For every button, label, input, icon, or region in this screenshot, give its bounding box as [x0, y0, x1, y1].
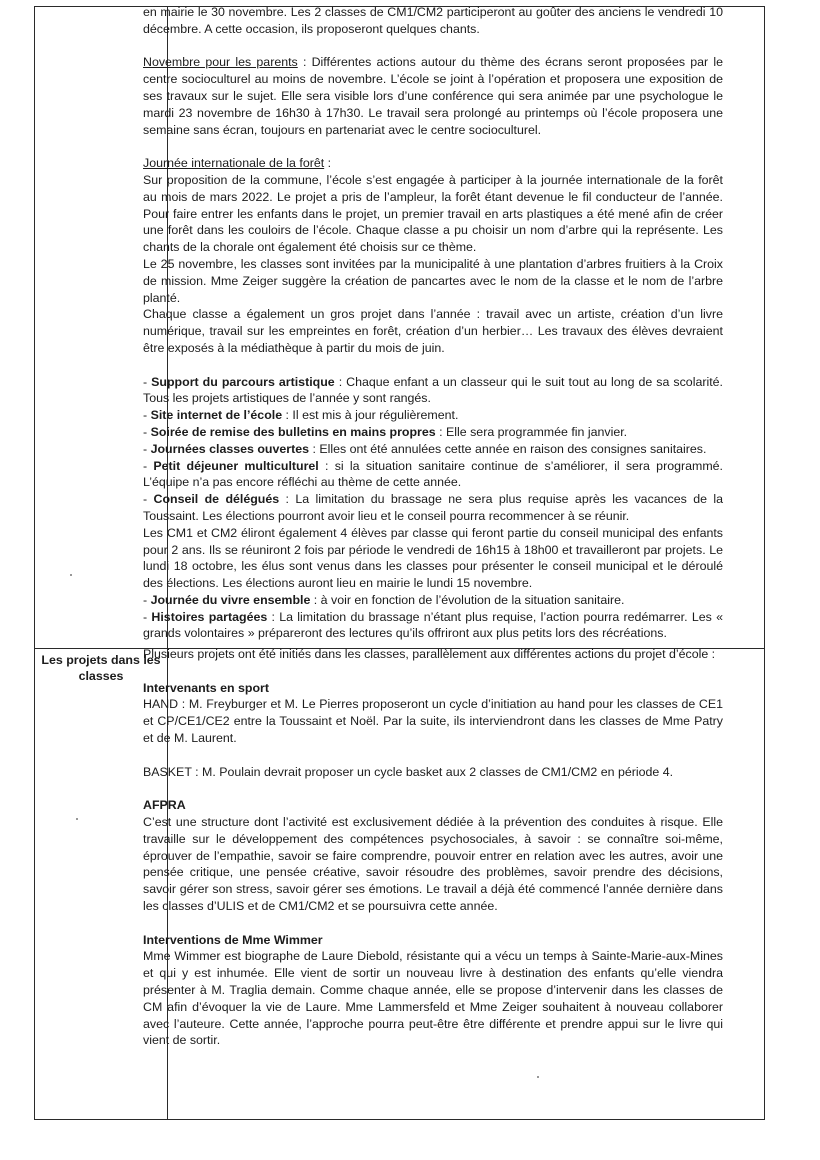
cm-paragraph: Les CM1 et CM2 éliront également 4 élèves par classe qui feront partie du conseil municipal des enfants pour 2 ans. Ils se réuniront 2 fois par période le vendredi de 16h15 à 18h00 et travailleront par projets. Le lundi 18 octobre, les élus sont venus dans les classes pour présenter le conseil municipal et le déroulé des élections. Les élections auront lieu en mairie le lundi 15 novembre. — [143, 525, 723, 591]
row-label-projets-classes: Les projets dans les classes — [41, 653, 161, 683]
projets-intro: Plusieurs projets ont été initiés dans les classes, parallèlement aux différentes actions du projet d’école : — [143, 647, 716, 661]
novembre-text: : Différentes actions autour du thème des écrans seront proposées par le centre socioculturel au moins de novembre. L’école se joint à l’opération et proposera une exposition de ses travaux sur le sujet. Elle sera visible lors d’une conférence qui sera animée par une psychologue le mardi 23 novembre de 16h30 à 17h30. Le travail sera prolongé au printemps où l’école proposera une semaine sans écran, toujours en partenariat avec le centre socioculturel. — [143, 55, 724, 137]
basket-paragraph: BASKET : M. Poulain devrait proposer un cycle basket aux 2 classes de CM1/CM2 en période 4. — [143, 764, 674, 779]
novembre-title: Novembre pour les parents — [143, 55, 298, 70]
novembre-paragraph — [143, 54, 723, 138]
item-conseil: - Conseil de délégués : La limitation du brassage ne sera plus requise après les vacances de la Toussaint. Les élections pourront avoir lieu et le conseil pourra recommencer à se réunir. — [143, 492, 723, 523]
foret-heading: Journée internationale de la forêt : — [143, 156, 332, 171]
scan-speck — [70, 574, 72, 576]
item-support: - Support du parcours artistique : Chaque enfant a un classeur qui le suit tout au long de sa scolarité. Tous les projets artistiques de l’année y sont rangés. — [143, 374, 723, 406]
scan-speck — [76, 818, 78, 820]
mairie-paragraph: en mairie le 30 novembre. Les 2 classes de CM1/CM2 participeront au goûter des anciens le vendredi 10 décembre. A cette occasion, ils proposeront quelques chants. — [143, 5, 723, 36]
projets-cell — [143, 646, 723, 1049]
item-vivre-ensemble: - Journée du vivre ensemble : à voir en fonction de l’évolution de la situation sanitaire. — [143, 592, 625, 607]
item-petit-dejeuner: - Petit déjeuner multiculturel : si la situation sanitaire continue de s’améliorer, il sera programmé. L’équipe n’a pas encore réfléchi au thème de cette année. — [143, 458, 723, 490]
actions-cell — [143, 4, 723, 642]
item-histoires: - Histoires partagées : La limitation du brassage n’étant plus requise, l’action pourra redémarrer. Les « grands volontaires » prépareront des lectures qu’ils offriront aux plus petits lors des récréations. — [143, 609, 723, 641]
item-bulletins: - Soirée de remise des bulletins en mains propres : Elle sera programmée fin janvier. — [143, 424, 628, 439]
item-site: - Site internet de l’école : Il est mis à jour régulièrement. — [143, 408, 459, 423]
wimmer-paragraph: Mme Wimmer est biographe de Laure Diebold, résistante qui a vécu un temps à Sainte-Marie-aux-Mines et qui y est inhumée. Elle vient de sortir un nouveau livre à destination des enfants qu’elle viendra présenter à M. Traglia demain. Comme chaque année, elle se propose d’intervenir dans les classes de CM afin d’évoquer la vie de Laure. Mme Lammersfeld et Mme Zeiger souhaitent à nouveau collaborer avec l’auteure. Cette année, l’approche pourra peut-être être différente et prendre appui sur le livre qui vient de sortir. — [143, 949, 723, 1048]
afpra-paragraph: C’est une structure dont l’activité est exclusivement dédiée à la prévention des conduites à risque. Elle travaille sur le développement des compétences psychosociales, à savoir : se connaître soi-même, éprouver de l’empathie, savoir se faire comprendre, pouvoir entrer en relation avec les autres, avoir une pensée critique, une pensée créative, savoir résoudre des problèmes, savoir prendre des décisions, savoir gérer son stress, savoir gérer ses émotions. Le travail a déjà été commencé l’année dernière dans les classes d’ULIS et de CM1/CM2 et se poursuivra cette année. — [143, 814, 723, 913]
foret-paragraph-3: Chaque classe a également un gros projet dans l’année : travail avec un artiste, création d’un livre numérique, travail sur les empreintes en forêt, création d’un herbier… Les travaux des élèves devraient être exposés à la médiathèque à partir du mois de juin. — [143, 307, 723, 355]
scan-speck — [537, 1076, 539, 1078]
foret-title: Journée internationale de la forêt — [143, 156, 325, 171]
hand-paragraph: HAND : M. Freyburger et M. Le Pierres proposeront un cycle d’initiation au hand pour les classes de CE1 et CP/CE1/CE2 entre la Toussaint et Noël. Par la suite, ils interviendront dans les classes de Mme Patry et de M. Laurent. — [143, 697, 723, 745]
afpra-title: AFPRA — [143, 798, 186, 813]
foret-paragraph-1: Sur proposition de la commune, l’école s’est engagée à participer à la journée internationale de la forêt au mois de mars 2022. Le projet a pris de l’ampleur, la forêt étant devenue le fil conducteur de l’année. Pour faire entrer les enfants dans le projet, un premier travail en arts plastiques a été mené afin de créer une forêt dans les couloirs de l’école. Chaque classe a pu choisir un nom d’arbre qui la représente. Les chants de la chorale ont également été choisis sur ce thème. — [143, 172, 723, 255]
item-classes-ouvertes: - Journées classes ouvertes : Elles ont été annulées cette année en raison des consignes sanitaires. — [143, 441, 707, 456]
sport-title: Intervenants en sport — [143, 680, 269, 695]
foret-paragraph-2: Le 25 novembre, les classes sont invitées par la municipalité à une plantation d’arbres fruitiers à la Croix de mission. Mme Zeiger suggère la création de pancartes avec le nom de la classe et le nom de l’arbre planté. — [143, 256, 723, 305]
wimmer-title: Interventions de Mme Wimmer — [143, 932, 323, 947]
